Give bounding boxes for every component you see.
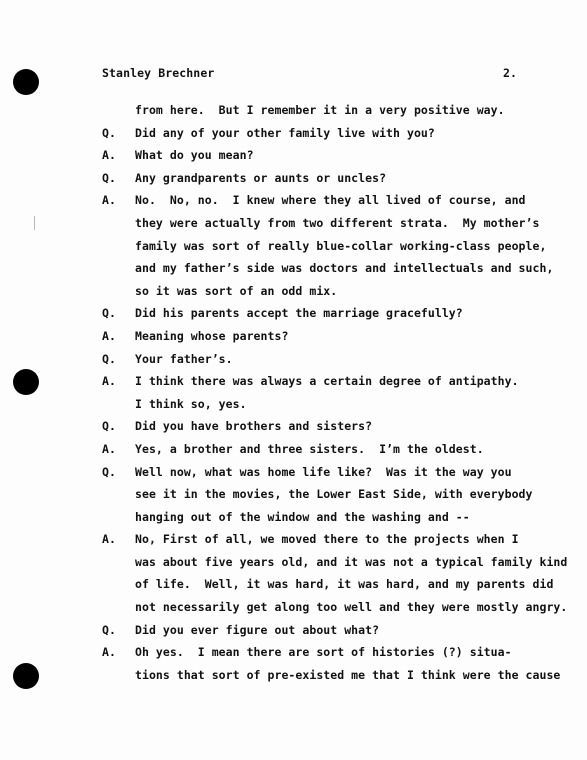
page-header xyxy=(102,66,517,82)
transcript-line xyxy=(102,551,568,574)
line-text: Did his parents accept the marriage gracefully? xyxy=(135,306,463,321)
line-text: they were actually from two different strata. My mother’s xyxy=(135,215,540,230)
punch-hole xyxy=(13,663,39,689)
line-text: Did you have brothers and sisters? xyxy=(135,419,373,434)
speaker-label: Q. xyxy=(102,622,116,637)
transcript-line xyxy=(102,528,522,551)
transcript-line xyxy=(102,189,526,212)
transcript-line xyxy=(102,348,522,371)
transcript-line xyxy=(102,461,522,484)
line-text: Did you ever figure out about what? xyxy=(135,622,380,637)
transcript-line xyxy=(102,144,522,167)
line-text: from here. But I remember it in a very positive way. xyxy=(135,103,505,117)
speaker-label: A. xyxy=(102,193,116,208)
speaker-label: A. xyxy=(102,441,116,456)
line-text: tions that sort of pre-existed me that I think were the cause xyxy=(135,667,561,682)
transcript-line xyxy=(102,257,554,280)
transcript-body xyxy=(102,99,568,686)
speaker-label: Q. xyxy=(102,464,116,479)
line-text: of life. Well, it was hard, it was hard, and my parents did xyxy=(135,577,554,592)
line-text: see it in the movies, the Lower East Side, with everybody xyxy=(135,487,533,502)
interviewee-name: Stanley Brechner xyxy=(102,66,215,80)
transcript-line xyxy=(102,415,522,438)
speaker-label: A. xyxy=(102,645,116,660)
line-text: I think so, yes. xyxy=(135,396,247,411)
speaker-label: Q. xyxy=(102,351,116,366)
transcript-line xyxy=(102,122,522,145)
line-text: Your father’s. xyxy=(135,351,233,366)
transcript-line xyxy=(102,99,522,122)
speaker-label: Q. xyxy=(102,306,116,321)
speaker-label: Q. xyxy=(102,170,116,185)
speaker-label: A. xyxy=(102,374,116,389)
line-text: not necessarily get along too well and they were mostly angry. xyxy=(135,600,568,615)
speaker-label: A. xyxy=(102,532,116,547)
margin-mark xyxy=(34,216,35,230)
page-number: 2. xyxy=(502,66,517,80)
transcript-line xyxy=(102,619,522,642)
line-text: Well now, what was home life like? Was it the way you xyxy=(135,464,512,479)
speaker-label: A. xyxy=(102,328,116,343)
transcript-line xyxy=(102,235,547,258)
punch-hole xyxy=(13,369,39,395)
line-text: Oh yes. I mean there are sort of histories (?) situa- xyxy=(135,645,512,660)
transcript-line xyxy=(102,506,522,529)
transcript-line xyxy=(102,573,554,596)
speaker-label: Q. xyxy=(102,125,116,140)
speaker-label: Q. xyxy=(102,419,116,434)
line-text: hanging out of the window and the washing and -- xyxy=(135,509,470,524)
line-text: What do you mean? xyxy=(135,148,254,163)
transcript-line xyxy=(102,664,561,687)
transcript-line xyxy=(102,325,522,348)
transcript-line xyxy=(102,641,522,664)
line-text: I think there was always a certain degree of antipathy. xyxy=(135,374,519,389)
line-text: Any grandparents or aunts or uncles? xyxy=(135,170,387,185)
speaker-label: A. xyxy=(102,148,116,163)
line-text: and my father’s side was doctors and intellectuals and such, xyxy=(135,261,554,276)
line-text: No, First of all, we moved there to the projects when I xyxy=(135,532,519,547)
transcript-line xyxy=(102,438,522,461)
transcript-line xyxy=(102,393,522,416)
transcript-line xyxy=(102,596,568,619)
line-text: No. No, no. I knew where they all lived of course, and xyxy=(135,193,526,208)
transcript-line xyxy=(102,483,533,506)
line-text: family was sort of really blue-collar working-class people, xyxy=(135,238,547,253)
line-text: Did any of your other family live with you? xyxy=(135,125,435,140)
line-text: was about five years old, and it was not a typical family kind xyxy=(135,554,568,569)
line-text: Yes, a brother and three sisters. I’m the oldest. xyxy=(135,441,484,456)
line-text: so it was sort of an odd mix. xyxy=(135,283,338,298)
line-text: Meaning whose parents? xyxy=(135,328,289,343)
punch-hole xyxy=(13,69,39,95)
transcript-line xyxy=(102,167,522,190)
transcript-line xyxy=(102,370,522,393)
transcript-line xyxy=(102,212,540,235)
transcript-line xyxy=(102,280,522,303)
transcript-line xyxy=(102,302,522,325)
